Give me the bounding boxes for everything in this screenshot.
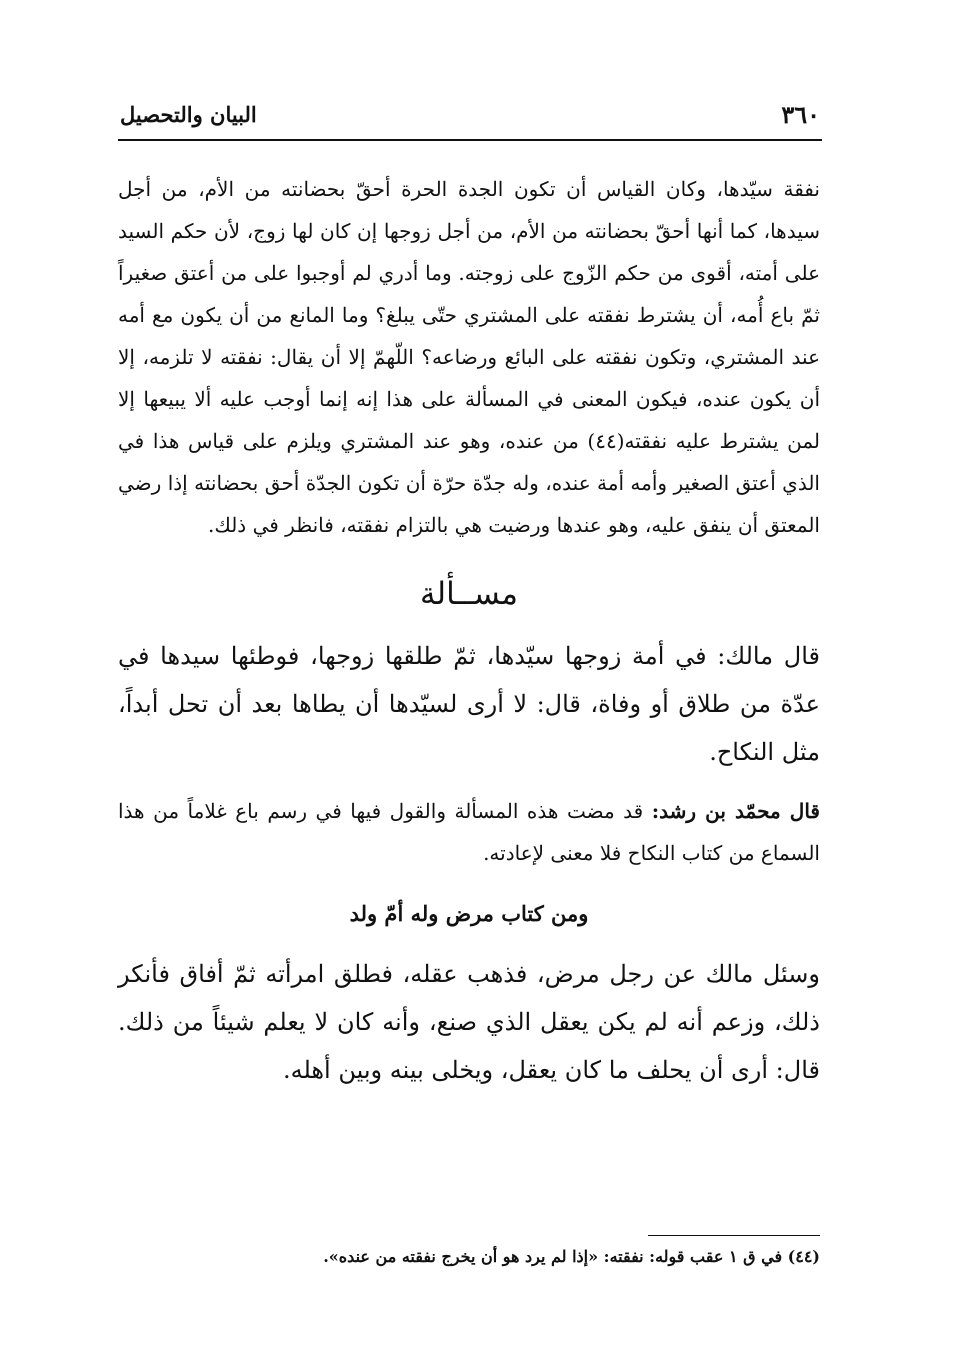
section-heading: مســألة [420, 576, 518, 612]
running-title: البيان والتحصيل [120, 102, 257, 127]
intro-paragraph: نفقة سيّدها، وكان القياس أن تكون الجدة الحرة أحقّ بحضانته من الأم، من أجل سيدها، كما أنها أحقّ بحضانته من الأم، من أجل زوجها إن كان لها زوج، لأن حكم السيد على أمته، أقوى من حكم الزّوج على زوجته. وما أدري لم أوجبوا على من أعتق صغيراً ثمّ باع أُمه، أن يشترط نفقته على المشتري حتّى يبلغ؟ وما المانع من أن يكون مع أمه عند المشتري، وتكون نفقته على البائع ورضاعه؟ اللّهمّ إلا أن يقال: نفقته لا تلزمه، إلا أن يكون عنده، فيكون المعنى في المسألة على هذا إنه إنما أوجب عليه ألا يبيعها إلا لمن يشترط عليه نفقته(٤٤) من عنده، وهو عند المشتري ويلزم على قياس هذا في الذي أعتق الصغير وأمه أمة عنده، وله جدّة حرّة أن تكون الجدّة أحق بحضانته إذا رضي المعتق أن ينفق عليه، وهو عندها ورضيت هي بالتزام نفقته، فانظر في ذلك. [118, 177, 821, 537]
final-paragraph: وسئل مالك عن رجل مرض، فذهب عقله، فطلق امرأته ثمّ أفاق فأنكر ذلك، وزعم أنه لم يكن يعقل الذي صنع، وأنه كان لا يعلم شيئاً من ذلك. قال: أرى أن يحلف ما كان يعقل، ويخلى بينه وبين أهله. [118, 960, 820, 1084]
header-divider [118, 139, 822, 141]
footnote-divider [648, 1235, 820, 1236]
main-text [118, 168, 820, 1094]
commentary-author: قال محمّد بن رشد: [651, 799, 820, 823]
page-header [120, 100, 820, 136]
malik-ruling-paragraph: قال مالك: في أمة زوجها سيّدها، ثمّ طلقها زوجها، فوطئها سيدها في عدّة من طلاق أو وفاة، قال: لا أرى لسيّدها أن يطاها بعد أن تحل أبداً، مثل النكاح. [118, 642, 820, 766]
footnote: (٤٤) في ق ١ عقب قوله: نفقته: «إذا لم يرد هو أن يخرج نفقته من عنده». [323, 1247, 820, 1266]
page-number: ٣٦٠ [781, 100, 820, 129]
commentary-paragraph [118, 790, 820, 874]
chapter-subheading: ومن كتاب مرض وله أمّ ولد [349, 901, 589, 926]
commentary-text: قد مضت هذه المسألة والقول فيها في رسم باع غلاماً من هذا السماع من كتاب النكاح فلا معنى لإعادته. [118, 799, 820, 865]
